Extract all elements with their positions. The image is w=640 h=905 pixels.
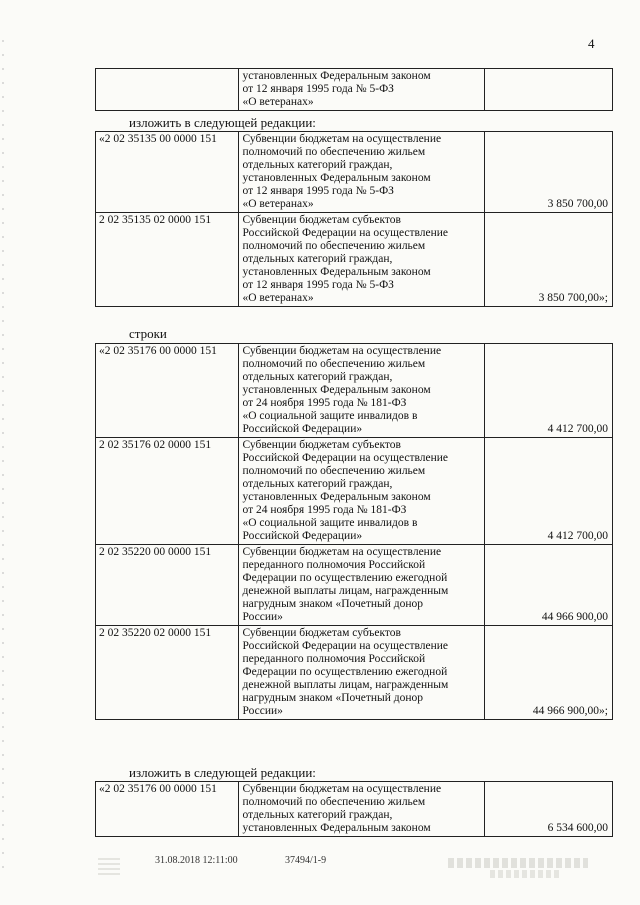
faded-mark xyxy=(98,858,120,876)
description-line: установленных Федеральным законом xyxy=(242,822,431,834)
description-line: Субвенции бюджетам субъектов xyxy=(242,439,401,451)
budget-code-cell: «2 02 35176 00 0000 151 xyxy=(96,344,239,438)
table-row xyxy=(96,438,613,545)
amount-cell: 6 534 600,00 xyxy=(484,782,612,837)
amount-cell: 3 850 700,00 xyxy=(484,132,612,213)
description-line: «О социальной защите инвалидов в xyxy=(242,517,418,529)
table-row xyxy=(96,545,613,626)
section-label-rows: строки xyxy=(129,326,167,341)
faded-stamp xyxy=(448,858,588,868)
description-line: «О ветеранах» xyxy=(242,292,314,304)
budget-code-cell: «2 02 35176 00 0000 151 xyxy=(96,782,239,837)
description-line: нагрудным знаком «Почетный донор xyxy=(242,692,424,704)
description-cell xyxy=(239,782,484,837)
description-line: установленных Федеральным законом xyxy=(242,172,431,184)
section-label-new-edition-2: изложить в следующей редакции: xyxy=(129,765,316,780)
budget-code-cell: 2 02 35135 02 0000 151 xyxy=(96,213,239,307)
footer-doc-id: 37494/1-9 xyxy=(285,855,327,866)
amount-cell: 44 966 900,00»; xyxy=(484,626,612,720)
section-label-new-edition: изложить в следующей редакции: xyxy=(129,115,316,130)
budget-table-new-edition-2 xyxy=(95,781,613,837)
description-line: Субвенции бюджетам на осуществление xyxy=(242,783,442,795)
description-line: полномочий по обеспечению жильем xyxy=(242,240,426,252)
description-line: полномочий по обеспечению жильем xyxy=(242,796,426,808)
description-line: установленных Федеральным законом xyxy=(242,491,431,503)
description-line: отдельных категорий граждан, xyxy=(242,253,393,265)
description-line: России» xyxy=(242,611,283,623)
description-line: «О ветеранах» xyxy=(242,198,314,210)
amount-cell: 44 966 900,00 xyxy=(484,545,612,626)
description-line: установленных Федеральным законом xyxy=(242,70,431,82)
description-line: переданного полномочия Российской xyxy=(242,653,426,665)
description-line: полномочий по обеспечению жильем xyxy=(242,465,426,477)
table-row xyxy=(96,132,613,213)
description-line: Российской Федерации» xyxy=(242,423,363,435)
budget-table-fragment xyxy=(95,68,613,111)
faded-stamp-2 xyxy=(490,870,560,878)
budget-table-new-edition xyxy=(95,131,613,307)
description-line: Российской Федерации на осуществление xyxy=(242,640,449,652)
page-number: 4 xyxy=(588,36,595,51)
budget-table-rows xyxy=(95,343,613,720)
description-line: полномочий по обеспечению жильем xyxy=(242,146,426,158)
description-line: «О ветеранах» xyxy=(242,96,314,108)
description-line: отдельных категорий граждан, xyxy=(242,371,393,383)
description-cell xyxy=(239,69,484,111)
budget-code-cell: 2 02 35176 02 0000 151 xyxy=(96,438,239,545)
description-line: Субвенции бюджетам на осуществление xyxy=(242,133,442,145)
description-line: от 24 ноября 1995 года № 181-ФЗ xyxy=(242,504,407,516)
description-line: Российской Федерации на осуществление xyxy=(242,227,449,239)
table-row xyxy=(96,344,613,438)
budget-code-cell: 2 02 35220 02 0000 151 xyxy=(96,626,239,720)
description-line: денежной выплаты лицам, награжденным xyxy=(242,679,449,691)
description-line: России» xyxy=(242,705,283,717)
description-cell xyxy=(239,545,484,626)
table-row xyxy=(96,782,613,837)
amount-cell: 4 412 700,00 xyxy=(484,438,612,545)
description-line: от 24 ноября 1995 года № 181-ФЗ xyxy=(242,397,407,409)
description-line: Субвенции бюджетам на осуществление xyxy=(242,546,442,558)
amount-cell xyxy=(484,69,612,111)
amount-cell: 3 850 700,00»; xyxy=(484,213,612,307)
description-cell xyxy=(239,213,484,307)
description-line: Субвенции бюджетам на осуществление xyxy=(242,345,442,357)
description-line: от 12 января 1995 года № 5-ФЗ xyxy=(242,279,394,291)
budget-code-cell xyxy=(96,69,239,111)
scan-margin-artifact xyxy=(2,40,4,880)
description-line: Федерации по осуществлению ежегодной xyxy=(242,572,448,584)
budget-code-cell: «2 02 35135 00 0000 151 xyxy=(96,132,239,213)
description-line: переданного полномочия Российской xyxy=(242,559,426,571)
table-row xyxy=(96,69,613,111)
description-line: Субвенции бюджетам субъектов xyxy=(242,627,401,639)
description-line: нагрудным знаком «Почетный донор xyxy=(242,598,424,610)
description-line: денежной выплаты лицам, награжденным xyxy=(242,585,449,597)
budget-code-cell: 2 02 35220 00 0000 151 xyxy=(96,545,239,626)
description-line: Федерации по осуществлению ежегодной xyxy=(242,666,448,678)
description-line: Российской Федерации на осуществление xyxy=(242,452,449,464)
description-line: полномочий по обеспечению жильем xyxy=(242,358,426,370)
description-line: «О социальной защите инвалидов в xyxy=(242,410,418,422)
amount-cell: 4 412 700,00 xyxy=(484,344,612,438)
description-line: установленных Федеральным законом xyxy=(242,266,431,278)
description-line: Субвенции бюджетам субъектов xyxy=(242,214,401,226)
description-cell xyxy=(239,626,484,720)
description-line: от 12 января 1995 года № 5-ФЗ xyxy=(242,185,394,197)
description-line: установленных Федеральным законом xyxy=(242,384,431,396)
description-cell xyxy=(239,438,484,545)
description-line: отдельных категорий граждан, xyxy=(242,809,393,821)
description-line: отдельных категорий граждан, xyxy=(242,159,393,171)
description-line: отдельных категорий граждан, xyxy=(242,478,393,490)
description-cell xyxy=(239,132,484,213)
table-row xyxy=(96,213,613,307)
description-line: Российской Федерации» xyxy=(242,530,363,542)
description-cell xyxy=(239,344,484,438)
footer-datetime: 31.08.2018 12:11:00 xyxy=(155,855,238,866)
table-row xyxy=(96,626,613,720)
description-line: от 12 января 1995 года № 5-ФЗ xyxy=(242,83,394,95)
